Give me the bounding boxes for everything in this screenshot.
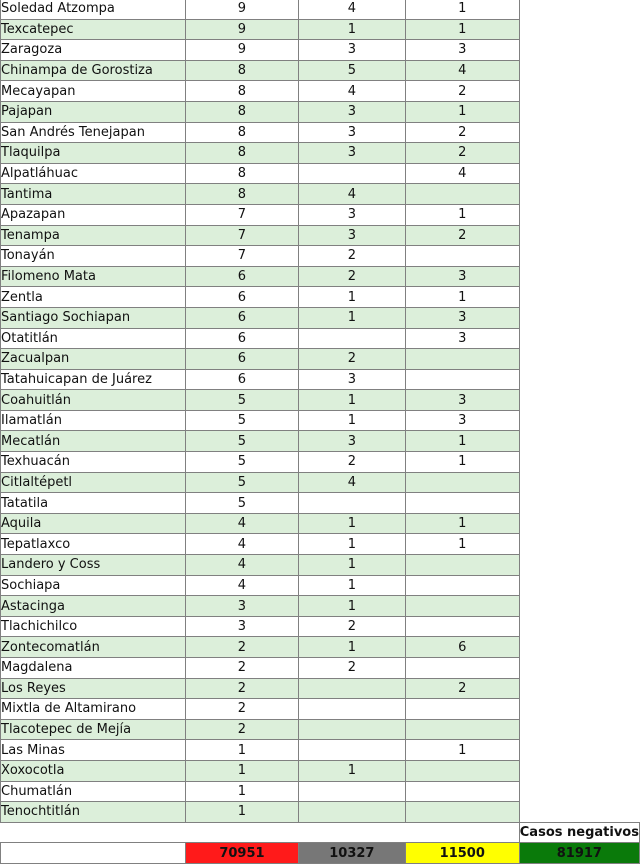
blank-cell xyxy=(519,225,639,246)
value-col-a: 5 xyxy=(185,472,298,493)
value-col-c xyxy=(405,781,519,802)
value-col-c xyxy=(405,369,519,390)
value-col-a: 2 xyxy=(185,637,298,658)
municipality-name: Astacinga xyxy=(1,596,186,617)
table-row xyxy=(1,534,640,555)
value-col-c: 2 xyxy=(405,81,519,102)
value-col-c: 1 xyxy=(405,19,519,40)
value-col-c: 3 xyxy=(405,328,519,349)
value-col-c xyxy=(405,719,519,740)
value-col-c: 1 xyxy=(405,204,519,225)
municipality-name: Aquila xyxy=(1,513,186,534)
municipality-name: Magdalena xyxy=(1,658,186,679)
value-col-b xyxy=(298,678,405,699)
municipality-name: Mecayapan xyxy=(1,81,186,102)
municipality-name: Tatahuicapan de Juárez xyxy=(1,369,186,390)
table-row xyxy=(1,699,640,720)
table-row xyxy=(1,555,640,576)
totals-row xyxy=(1,843,640,864)
value-col-b: 1 xyxy=(298,534,405,555)
table-row xyxy=(1,101,640,122)
value-col-b: 3 xyxy=(298,225,405,246)
value-col-c xyxy=(405,760,519,781)
value-col-c: 1 xyxy=(405,740,519,761)
value-col-b: 2 xyxy=(298,246,405,267)
blank-cell xyxy=(1,822,186,843)
municipality-name: Citlaltépetl xyxy=(1,472,186,493)
blank-cell xyxy=(519,328,639,349)
municipality-name: Coahuitlán xyxy=(1,390,186,411)
table-row xyxy=(1,225,640,246)
municipality-name: Mixtla de Altamirano xyxy=(1,699,186,720)
value-col-c xyxy=(405,246,519,267)
value-col-a: 5 xyxy=(185,410,298,431)
total-green: 81917 xyxy=(519,843,639,864)
municipality-name: Chinampa de Gorostiza xyxy=(1,60,186,81)
blank-cell xyxy=(519,266,639,287)
value-col-a: 1 xyxy=(185,802,298,823)
value-col-b: 2 xyxy=(298,349,405,370)
value-col-a: 9 xyxy=(185,0,298,19)
table-row xyxy=(1,493,640,514)
value-col-c xyxy=(405,349,519,370)
value-col-a: 1 xyxy=(185,740,298,761)
value-col-b: 1 xyxy=(298,19,405,40)
blank-cell xyxy=(405,822,519,843)
table-row xyxy=(1,658,640,679)
value-col-b: 3 xyxy=(298,101,405,122)
value-col-b xyxy=(298,163,405,184)
municipality-name: Tepatlaxco xyxy=(1,534,186,555)
municipality-name: Apazapan xyxy=(1,204,186,225)
blank-cell xyxy=(185,822,298,843)
value-col-b: 3 xyxy=(298,369,405,390)
value-col-b: 1 xyxy=(298,760,405,781)
value-col-a: 8 xyxy=(185,163,298,184)
value-col-a: 6 xyxy=(185,369,298,390)
municipality-name: Otatitlán xyxy=(1,328,186,349)
value-col-c xyxy=(405,699,519,720)
value-col-a: 8 xyxy=(185,184,298,205)
municipality-name: Soledad Atzompa xyxy=(1,0,186,19)
municipality-name: Tlaquilpa xyxy=(1,143,186,164)
value-col-a: 6 xyxy=(185,328,298,349)
table-row xyxy=(1,0,640,19)
municipality-name: Mecatlán xyxy=(1,431,186,452)
value-col-b: 4 xyxy=(298,472,405,493)
blank-cell xyxy=(519,740,639,761)
value-col-b: 5 xyxy=(298,60,405,81)
value-col-b xyxy=(298,740,405,761)
table-row xyxy=(1,40,640,61)
table-row xyxy=(1,60,640,81)
table-row xyxy=(1,472,640,493)
value-col-a: 1 xyxy=(185,760,298,781)
table-row xyxy=(1,184,640,205)
table-row xyxy=(1,122,640,143)
value-col-b: 1 xyxy=(298,287,405,308)
value-col-a: 4 xyxy=(185,575,298,596)
table-row xyxy=(1,781,640,802)
blank-cell xyxy=(519,287,639,308)
municipality-name: Texhuacán xyxy=(1,452,186,473)
municipality-name: Tlachichilco xyxy=(1,616,186,637)
value-col-c: 1 xyxy=(405,513,519,534)
value-col-b: 1 xyxy=(298,575,405,596)
table-row xyxy=(1,287,640,308)
value-col-b: 3 xyxy=(298,204,405,225)
value-col-a: 4 xyxy=(185,555,298,576)
blank-cell xyxy=(519,204,639,225)
value-col-b xyxy=(298,493,405,514)
blank-cell xyxy=(519,513,639,534)
total-red: 70951 xyxy=(185,843,298,864)
totals-blank-cell xyxy=(1,843,186,864)
value-col-b: 1 xyxy=(298,555,405,576)
blank-cell xyxy=(519,369,639,390)
value-col-b xyxy=(298,719,405,740)
negatives-label: Casos negativos xyxy=(519,822,639,843)
value-col-a: 4 xyxy=(185,513,298,534)
municipality-name: Alpatláhuac xyxy=(1,163,186,184)
value-col-a: 8 xyxy=(185,101,298,122)
blank-cell xyxy=(519,60,639,81)
value-col-c: 1 xyxy=(405,287,519,308)
value-col-b: 3 xyxy=(298,40,405,61)
table-row xyxy=(1,575,640,596)
table-row xyxy=(1,431,640,452)
value-col-c: 1 xyxy=(405,101,519,122)
value-col-c xyxy=(405,575,519,596)
value-col-c: 1 xyxy=(405,452,519,473)
value-col-b xyxy=(298,699,405,720)
value-col-a: 4 xyxy=(185,534,298,555)
table-row xyxy=(1,369,640,390)
value-col-a: 2 xyxy=(185,719,298,740)
value-col-b: 1 xyxy=(298,410,405,431)
table-row xyxy=(1,513,640,534)
value-col-c: 3 xyxy=(405,266,519,287)
municipality-name: Zaragoza xyxy=(1,40,186,61)
value-col-c: 3 xyxy=(405,390,519,411)
table-row xyxy=(1,740,640,761)
blank-cell xyxy=(519,390,639,411)
value-col-b: 2 xyxy=(298,616,405,637)
value-col-b: 2 xyxy=(298,658,405,679)
value-col-a: 8 xyxy=(185,81,298,102)
value-col-c xyxy=(405,184,519,205)
municipality-name: San Andrés Tenejapan xyxy=(1,122,186,143)
municipality-name: Zentla xyxy=(1,287,186,308)
value-col-a: 9 xyxy=(185,40,298,61)
blank-cell xyxy=(519,81,639,102)
table-row xyxy=(1,143,640,164)
value-col-a: 6 xyxy=(185,287,298,308)
blank-cell xyxy=(519,143,639,164)
blank-cell xyxy=(519,637,639,658)
value-col-b: 1 xyxy=(298,307,405,328)
municipality-name: Chumatlán xyxy=(1,781,186,802)
value-col-a: 8 xyxy=(185,60,298,81)
value-col-b: 4 xyxy=(298,81,405,102)
blank-cell xyxy=(519,163,639,184)
value-col-a: 5 xyxy=(185,452,298,473)
value-col-b xyxy=(298,781,405,802)
municipality-name: Tenampa xyxy=(1,225,186,246)
blank-cell xyxy=(519,431,639,452)
municipality-name: Ilamatlán xyxy=(1,410,186,431)
value-col-c xyxy=(405,616,519,637)
table-row xyxy=(1,637,640,658)
value-col-c: 2 xyxy=(405,225,519,246)
blank-cell xyxy=(519,122,639,143)
value-col-c: 1 xyxy=(405,0,519,19)
value-col-a: 6 xyxy=(185,349,298,370)
table-row xyxy=(1,390,640,411)
municipality-name: Landero y Coss xyxy=(1,555,186,576)
blank-cell xyxy=(519,472,639,493)
value-col-c: 1 xyxy=(405,534,519,555)
value-col-a: 8 xyxy=(185,143,298,164)
blank-cell xyxy=(519,0,639,19)
table-row xyxy=(1,678,640,699)
table-row xyxy=(1,246,640,267)
blank-cell xyxy=(519,349,639,370)
value-col-a: 5 xyxy=(185,431,298,452)
value-col-b: 1 xyxy=(298,513,405,534)
table-row xyxy=(1,81,640,102)
value-col-c xyxy=(405,658,519,679)
municipality-name: Las Minas xyxy=(1,740,186,761)
value-col-c: 4 xyxy=(405,60,519,81)
blank-cell xyxy=(519,246,639,267)
blank-cell xyxy=(519,699,639,720)
value-col-c xyxy=(405,493,519,514)
municipality-name: Santiago Sochiapan xyxy=(1,307,186,328)
table-row xyxy=(1,266,640,287)
value-col-c: 3 xyxy=(405,40,519,61)
municipality-name: Tantima xyxy=(1,184,186,205)
table-body xyxy=(1,0,640,822)
blank-cell xyxy=(519,596,639,617)
municipality-name: Xoxocotla xyxy=(1,760,186,781)
value-col-c xyxy=(405,555,519,576)
blank-cell xyxy=(519,555,639,576)
municipality-name: Pajapan xyxy=(1,101,186,122)
negatives-header-row xyxy=(1,822,640,843)
municipality-name: Sochiapa xyxy=(1,575,186,596)
table-row xyxy=(1,163,640,184)
blank-cell xyxy=(519,184,639,205)
value-col-a: 9 xyxy=(185,19,298,40)
blank-cell xyxy=(519,40,639,61)
value-col-c xyxy=(405,596,519,617)
value-col-c: 2 xyxy=(405,143,519,164)
blank-cell xyxy=(519,493,639,514)
value-col-a: 7 xyxy=(185,225,298,246)
table-row xyxy=(1,802,640,823)
value-col-a: 6 xyxy=(185,266,298,287)
value-col-a: 2 xyxy=(185,699,298,720)
blank-cell xyxy=(519,452,639,473)
value-col-b xyxy=(298,802,405,823)
table-row xyxy=(1,349,640,370)
value-col-c: 1 xyxy=(405,431,519,452)
value-col-b: 3 xyxy=(298,122,405,143)
blank-cell xyxy=(519,19,639,40)
blank-cell xyxy=(519,719,639,740)
blank-cell xyxy=(519,410,639,431)
table-row xyxy=(1,328,640,349)
municipality-name: Filomeno Mata xyxy=(1,266,186,287)
blank-cell xyxy=(519,802,639,823)
blank-cell xyxy=(519,616,639,637)
value-col-c xyxy=(405,472,519,493)
table-row xyxy=(1,204,640,225)
value-col-a: 5 xyxy=(185,390,298,411)
value-col-a: 7 xyxy=(185,246,298,267)
value-col-b: 1 xyxy=(298,596,405,617)
table-row xyxy=(1,307,640,328)
municipality-name: Los Reyes xyxy=(1,678,186,699)
total-yellow: 11500 xyxy=(405,843,519,864)
value-col-b: 2 xyxy=(298,266,405,287)
municipality-name: Zontecomatlán xyxy=(1,637,186,658)
table-row xyxy=(1,452,640,473)
value-col-c: 6 xyxy=(405,637,519,658)
municipality-name: Tlacotepec de Mejía xyxy=(1,719,186,740)
value-col-b: 4 xyxy=(298,184,405,205)
value-col-c: 4 xyxy=(405,163,519,184)
value-col-c: 3 xyxy=(405,410,519,431)
table-row xyxy=(1,596,640,617)
blank-cell xyxy=(519,678,639,699)
blank-cell xyxy=(519,307,639,328)
value-col-a: 3 xyxy=(185,616,298,637)
municipality-name: Tonayán xyxy=(1,246,186,267)
value-col-c: 2 xyxy=(405,122,519,143)
table-row xyxy=(1,410,640,431)
total-gray: 10327 xyxy=(298,843,405,864)
value-col-b: 1 xyxy=(298,637,405,658)
value-col-b: 3 xyxy=(298,143,405,164)
value-col-c: 2 xyxy=(405,678,519,699)
value-col-b: 2 xyxy=(298,452,405,473)
value-col-a: 6 xyxy=(185,307,298,328)
table-row xyxy=(1,719,640,740)
value-col-a: 8 xyxy=(185,122,298,143)
value-col-c: 3 xyxy=(405,307,519,328)
value-col-b xyxy=(298,328,405,349)
value-col-a: 2 xyxy=(185,658,298,679)
value-col-b: 3 xyxy=(298,431,405,452)
blank-cell xyxy=(519,781,639,802)
municipality-name: Texcatepec xyxy=(1,19,186,40)
table-row xyxy=(1,616,640,637)
value-col-c xyxy=(405,802,519,823)
municipality-name: Tatatila xyxy=(1,493,186,514)
table-row xyxy=(1,19,640,40)
blank-cell xyxy=(519,760,639,781)
blank-cell xyxy=(298,822,405,843)
municipality-name: Tenochtitlán xyxy=(1,802,186,823)
municipality-name: Zacualpan xyxy=(1,349,186,370)
value-col-b: 4 xyxy=(298,0,405,19)
value-col-a: 3 xyxy=(185,596,298,617)
value-col-a: 5 xyxy=(185,493,298,514)
value-col-a: 1 xyxy=(185,781,298,802)
value-col-b: 1 xyxy=(298,390,405,411)
blank-cell xyxy=(519,534,639,555)
value-col-a: 7 xyxy=(185,204,298,225)
blank-cell xyxy=(519,101,639,122)
blank-cell xyxy=(519,658,639,679)
blank-cell xyxy=(519,575,639,596)
value-col-a: 2 xyxy=(185,678,298,699)
table-row xyxy=(1,760,640,781)
